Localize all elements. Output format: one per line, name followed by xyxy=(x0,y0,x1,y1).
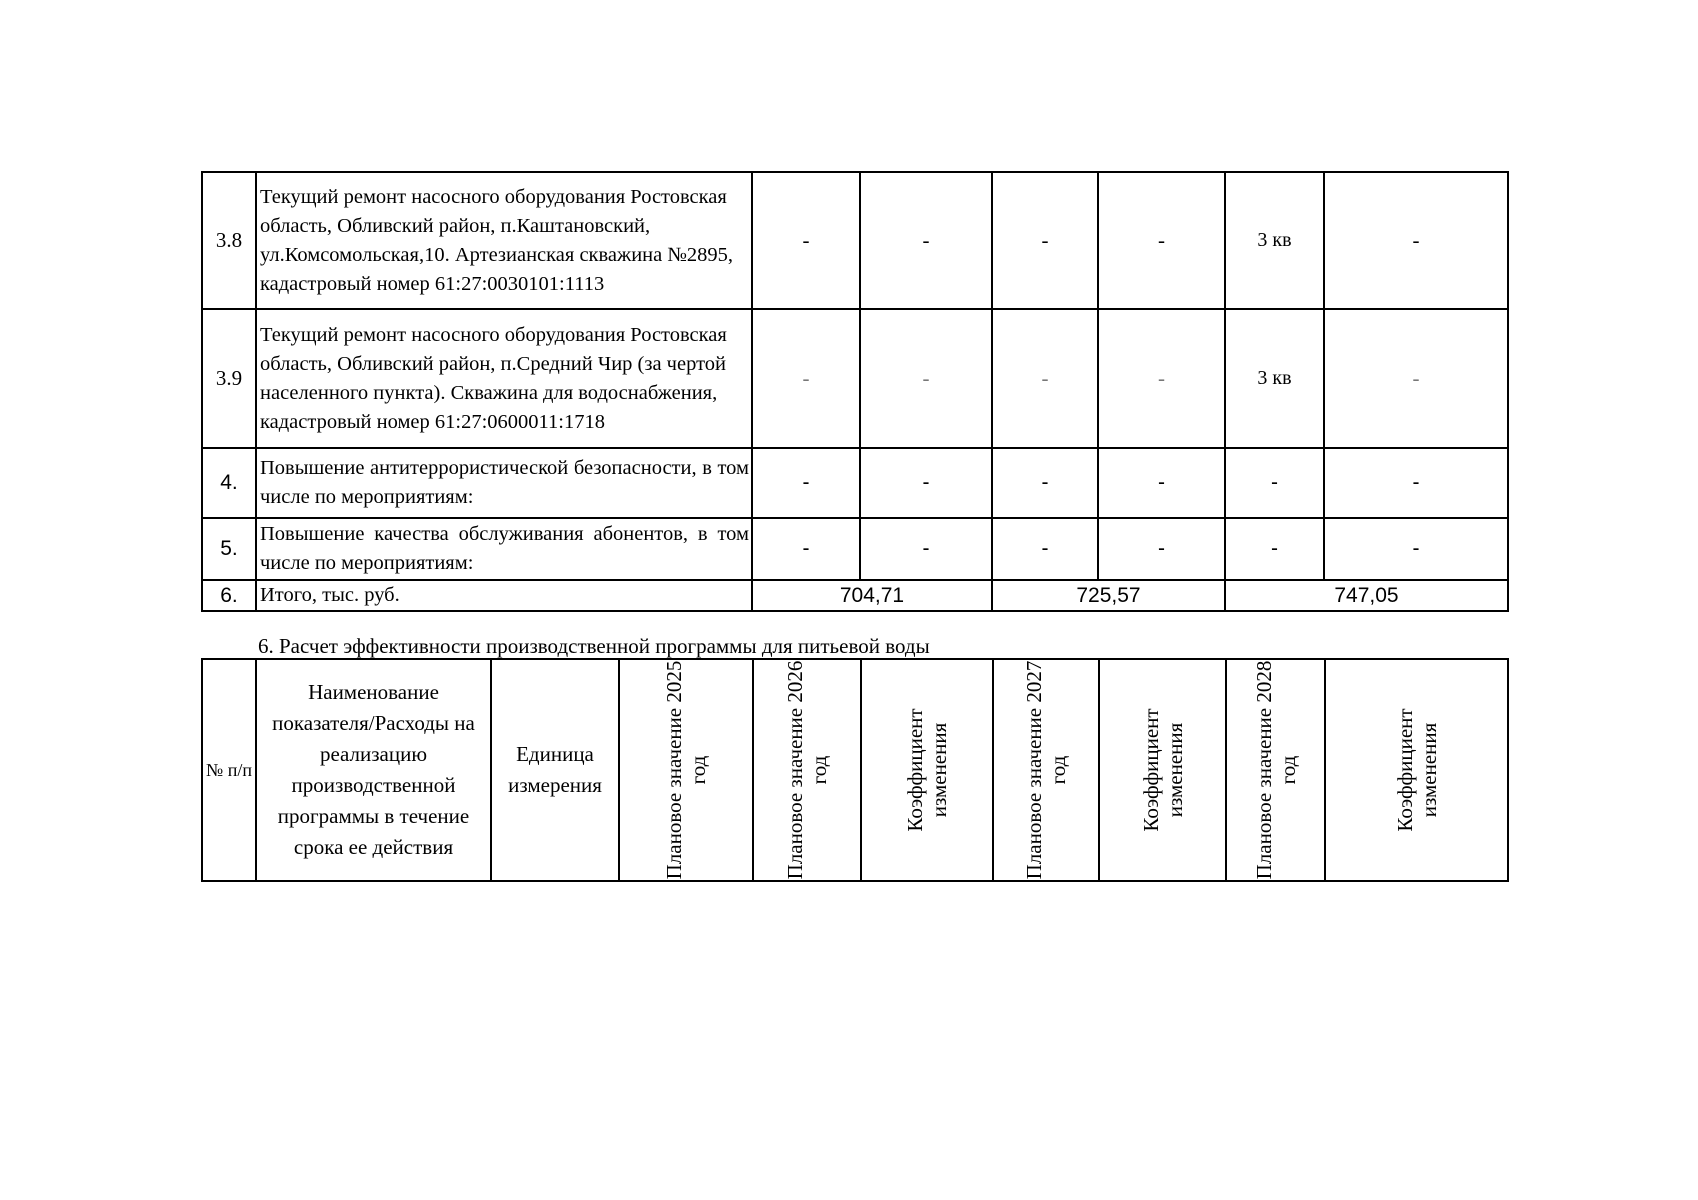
section-heading: 6. Расчет эффективности производственной программы для питьевой воды xyxy=(258,634,930,658)
measure-name: Текущий ремонт насосного оборудования Ростовская область, Обливский район, п.Средний Чир (за чертой населенного пункта). Скважина для водоснабжения, кадастровый номер 61:27:0600011:1718 xyxy=(256,309,752,448)
cell-value: - xyxy=(1098,448,1225,518)
row-number: 4. xyxy=(202,448,256,518)
column-header-coef-1 xyxy=(861,659,993,881)
cell-value: - xyxy=(1225,448,1324,518)
cell-value: - xyxy=(860,172,992,309)
total-2025: 704,71 xyxy=(752,580,992,611)
column-header-name: Наименование показателя/Расходы на реализацию производственной программы в течение срока ее действия xyxy=(256,659,491,881)
cell-value: - xyxy=(1324,518,1508,580)
column-header-coef-3 xyxy=(1325,659,1508,881)
cell-value: - xyxy=(752,448,860,518)
measure-name: Текущий ремонт насосного оборудования Ростовская область, Обливский район, п.Каштановский, ул.Комсомольская,10. Артезианская скважина №2895, кадастровый номер 61:27:0030101:1113 xyxy=(256,172,752,309)
row-number: 3.8 xyxy=(202,172,256,309)
measure-name: Повышение антитеррористической безопасности, в том числе по мероприятиям: xyxy=(256,448,752,518)
header-row xyxy=(202,659,1508,881)
cell-value: - xyxy=(752,309,860,448)
row-number: 3.9 xyxy=(202,309,256,448)
cell-value: - xyxy=(992,309,1098,448)
cell-value: - xyxy=(860,309,992,448)
header-text: Плановое значение 2026 год xyxy=(783,660,831,880)
cell-value: - xyxy=(1225,518,1324,580)
cell-value: - xyxy=(1324,309,1508,448)
table-row xyxy=(202,448,1508,518)
row-number: 5. xyxy=(202,518,256,580)
column-header-unit: Единица измерения xyxy=(491,659,619,881)
column-header-plan-2028 xyxy=(1226,659,1325,881)
column-header-plan-2026 xyxy=(753,659,861,881)
total-label: Итого, тыс. руб. xyxy=(256,580,752,611)
header-text: Плановое значение 2025 год xyxy=(662,660,710,880)
column-header-number: № п/п xyxy=(202,659,256,881)
cell-value: - xyxy=(860,518,992,580)
measures-table xyxy=(201,171,1509,612)
header-text: Коэффициент изменения xyxy=(1392,708,1441,832)
table-row xyxy=(202,518,1508,580)
cell-value: - xyxy=(1324,448,1508,518)
header-text: Плановое значение 2028 год xyxy=(1251,660,1300,880)
header-text: Плановое значение 2027 год xyxy=(1022,660,1070,880)
column-header-plan-2027 xyxy=(993,659,1099,881)
column-header-coef-2 xyxy=(1099,659,1226,881)
cell-value: 3 кв xyxy=(1225,172,1324,309)
total-2027: 747,05 xyxy=(1225,580,1508,611)
total-2026: 725,57 xyxy=(992,580,1225,611)
cell-value: - xyxy=(1098,518,1225,580)
table-row xyxy=(202,172,1508,309)
row-number: 6. xyxy=(202,580,256,611)
cell-value: - xyxy=(1098,309,1225,448)
table-row xyxy=(202,309,1508,448)
efficiency-table xyxy=(201,658,1509,882)
cell-value: - xyxy=(992,518,1098,580)
header-text: Коэффициент изменения xyxy=(1138,708,1187,832)
cell-value: - xyxy=(992,448,1098,518)
cell-value: - xyxy=(1098,172,1225,309)
total-row xyxy=(202,580,1508,611)
header-text: Коэффициент изменения xyxy=(903,708,951,832)
column-header-plan-2025 xyxy=(619,659,753,881)
cell-value: - xyxy=(752,172,860,309)
cell-value: - xyxy=(752,518,860,580)
cell-value: 3 кв xyxy=(1225,309,1324,448)
cell-value: - xyxy=(992,172,1098,309)
measure-name: Повышение качества обслуживания абонентов, в том числе по мероприятиям: xyxy=(256,518,752,580)
cell-value: - xyxy=(1324,172,1508,309)
cell-value: - xyxy=(860,448,992,518)
